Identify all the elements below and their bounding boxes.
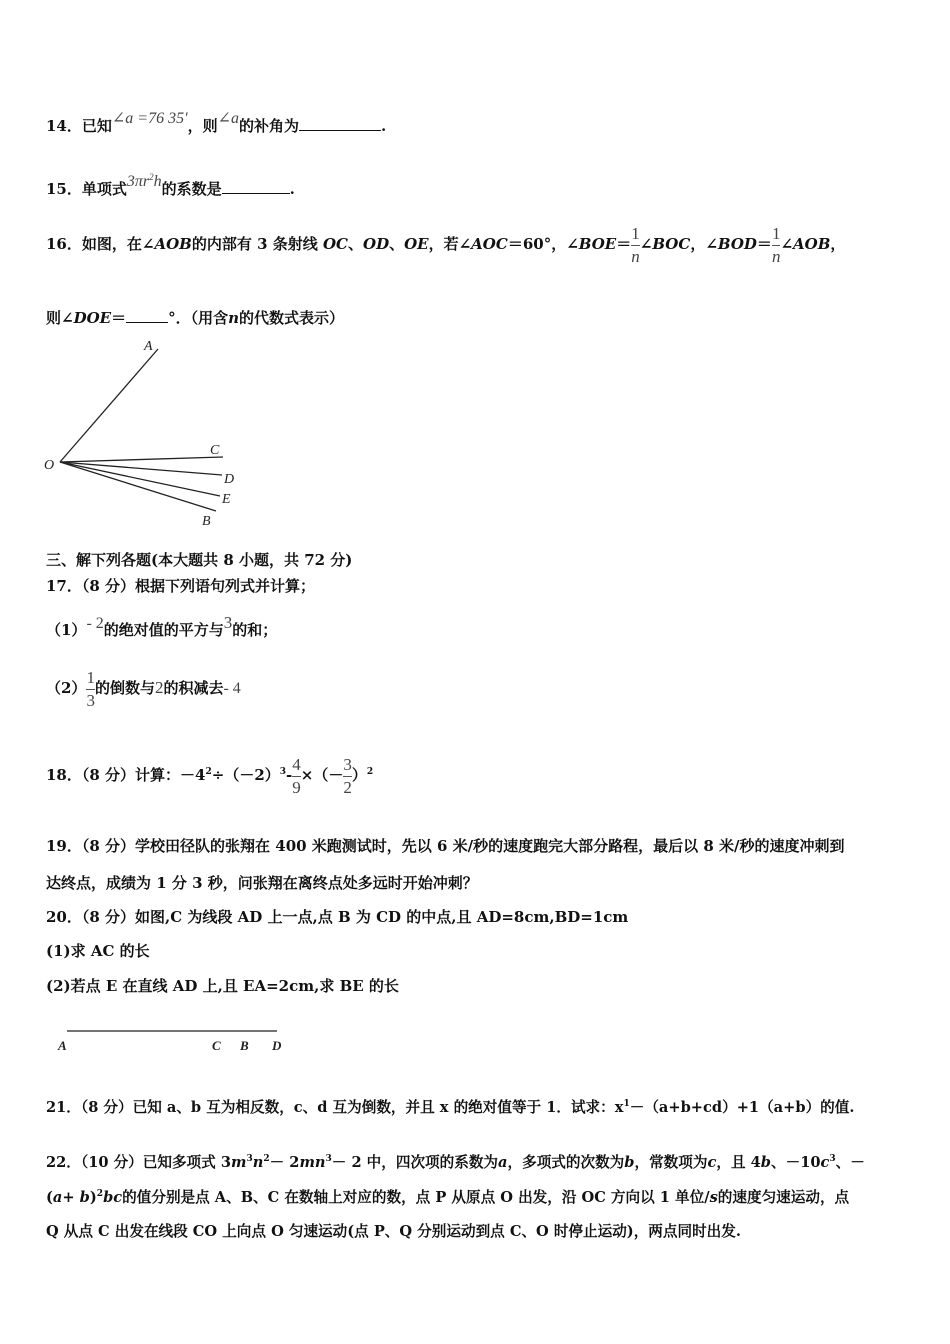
ray-od bbox=[60, 462, 222, 475]
q14-mid: ，则 bbox=[187, 117, 218, 135]
q15-answer-blank bbox=[222, 179, 290, 194]
q14-tail: 的补角为 bbox=[239, 117, 300, 135]
ray-oa bbox=[60, 349, 158, 462]
question-22-line-2: $(a+ b)^2bc$的值分别是点 A、B、C 在数轴上对应的数，点 P 从原点 O 出发，沿 OC 方向以 1 单位/s的速度匀速运动，点 bbox=[46, 1189, 850, 1206]
label-d: D bbox=[272, 1038, 282, 1053]
label-b: B bbox=[240, 1038, 249, 1053]
label-a: A bbox=[58, 1038, 67, 1053]
label-d: D bbox=[224, 472, 235, 487]
question-21: 21．（8 分）已知 a、b 互为相反数，c、d 互为倒数，并且 x 的绝对值等于 1．试求：$x^1-(a+b+cd)+1(a+b)$的值. bbox=[46, 1099, 855, 1116]
question-17-title: 17．（8 分）根据下列语句列式并计算； bbox=[46, 577, 316, 595]
question-20-line-3: (2)若点 E 在直线 AD 上,且 EA=2cm,求 BE 的长 bbox=[46, 977, 399, 995]
q15-formula: $3\pi r^2h$ bbox=[126, 172, 162, 190]
question-22-line-1: 22．（10 分）已知多项式 $3m^3n^2- 2mn^3- 2$ 中，四次项的系数为a，多项式的次数为b，常数项为c，且 4b、$-10c^3$、－ bbox=[46, 1154, 865, 1171]
q20-segment-figure bbox=[50, 1020, 300, 1060]
q16-fraction-2: $\frac{1}{n}$ bbox=[771, 223, 781, 266]
question-17-part-1: （1）- 2的绝对值的平方与3的和； bbox=[46, 613, 278, 639]
question-22-line-3: Q 从点 C 出发在线段 CO 上向点 O 匀速运动(点 P、Q 分别运动到点 C、O 时停止运动)，两点同时出发. bbox=[46, 1223, 741, 1240]
label-o: O bbox=[44, 458, 55, 473]
q16-angle-figure bbox=[40, 335, 250, 530]
label-c: C bbox=[212, 1038, 221, 1053]
q16-answer-blank bbox=[126, 308, 168, 323]
q14-answer-blank bbox=[299, 116, 381, 131]
q15-end: . bbox=[289, 180, 295, 198]
label-c: C bbox=[210, 443, 220, 458]
q18-fraction-1: $\frac{4}{9}$ bbox=[292, 754, 301, 797]
question-20-line-2: (1)求 AC 的长 bbox=[46, 942, 150, 960]
ray-ob bbox=[60, 462, 216, 511]
q16-fraction-1: $\frac{1}{n}$ bbox=[631, 223, 640, 266]
question-17-part-2: （2） $\frac{1}{3}$ 的倒数与2的积减去- 4 bbox=[46, 667, 241, 710]
question-16: 16．如图，在∠AOB的内部有 3 条射线 OC、OD、OE，若∠AOC＝60°，∠BOE＝ $\frac{1}{n}$ ∠BOC，∠BOD＝ $\frac{1}{n}$ ∠AOB， bbox=[46, 223, 846, 266]
q17-fraction: $\frac{1}{3}$ bbox=[86, 667, 95, 710]
q15-tail: 的系数是 bbox=[161, 180, 222, 198]
label-a: A bbox=[144, 339, 153, 354]
question-19-line-2: 达终点，成绩为 1 分 3 秒，问张翔在离终点处多远时开始冲刺？ bbox=[46, 874, 478, 892]
ray-oc bbox=[60, 457, 223, 462]
question-18: 18．（8 分）计算：$-4^2\div(-2)^3-$ $\frac{4}{9}$ ×（－ $\frac{3}{2}$ ）$^2$ bbox=[46, 754, 374, 797]
q15-number: 15．单项式 bbox=[46, 180, 127, 198]
q14-formula: ∠a =76 35′ bbox=[111, 110, 188, 127]
question-16-line-2: 则∠DOE＝ °．（用含n的代数式表示） bbox=[46, 309, 345, 327]
q14-number: 14．已知 bbox=[46, 117, 112, 135]
label-e: E bbox=[222, 492, 231, 507]
q14-angle: ∠a bbox=[217, 110, 239, 127]
label-b: B bbox=[202, 514, 211, 529]
ray-oe bbox=[60, 462, 220, 496]
q18-fraction-2: $\frac{3}{2}$ bbox=[343, 754, 352, 797]
q14-end: . bbox=[381, 117, 387, 135]
section-3-heading: 三、解下列各题(本大题共 8 小题，共 72 分) bbox=[46, 551, 353, 569]
question-15 bbox=[46, 172, 295, 200]
question-20-line-1: 20．（8 分）如图,C 为线段 AD 上一点,点 B 为 CD 的中点,且 AD=8cm,BD=1cm bbox=[46, 908, 629, 926]
question-14 bbox=[46, 110, 387, 137]
question-19-line-1: 19．（8 分）学校田径队的张翔在 400 米跑测试时，先以 6 米/秒的速度跑完大部分路程，最后以 8 米/秒的速度冲刺到 bbox=[46, 837, 845, 855]
